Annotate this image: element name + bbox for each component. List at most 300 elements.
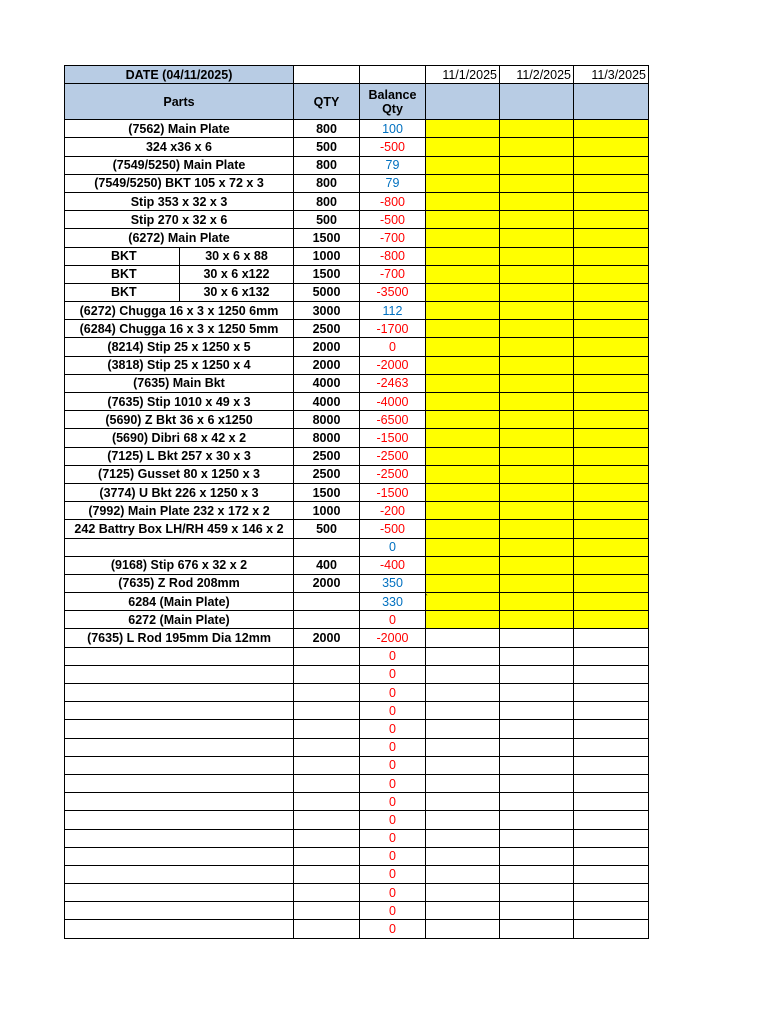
day-entry-cell[interactable] bbox=[574, 211, 649, 229]
balance-cell[interactable]: 0 bbox=[360, 811, 426, 829]
day-entry-cell[interactable] bbox=[426, 738, 500, 756]
part-name-cell[interactable] bbox=[65, 829, 294, 847]
day-entry-cell[interactable] bbox=[426, 865, 500, 883]
day-entry-cell[interactable] bbox=[426, 320, 500, 338]
qty-header[interactable]: QTY bbox=[294, 84, 360, 120]
day-entry-cell[interactable] bbox=[500, 920, 574, 938]
part-name-cell[interactable] bbox=[65, 647, 294, 665]
day-entry-cell[interactable] bbox=[426, 192, 500, 210]
day-entry-cell[interactable] bbox=[574, 665, 649, 683]
qty-cell[interactable]: 800 bbox=[294, 120, 360, 138]
part-name-cell[interactable] bbox=[65, 811, 294, 829]
balance-cell[interactable]: 0 bbox=[360, 702, 426, 720]
qty-cell[interactable]: 4000 bbox=[294, 393, 360, 411]
part-name-cell[interactable]: (7125) Gusset 80 x 1250 x 3 bbox=[65, 465, 294, 483]
day-entry-cell[interactable] bbox=[500, 774, 574, 792]
part-name-cell[interactable]: (9168) Stip 676 x 32 x 2 bbox=[65, 556, 294, 574]
empty-row bbox=[65, 684, 649, 702]
balance-cell[interactable]: -6500 bbox=[360, 411, 426, 429]
part-name-cell[interactable] bbox=[65, 884, 294, 902]
day-entry-cell[interactable] bbox=[574, 338, 649, 356]
qty-cell[interactable]: 4000 bbox=[294, 374, 360, 392]
balance-cell[interactable]: -400 bbox=[360, 556, 426, 574]
day-entry-cell[interactable] bbox=[574, 356, 649, 374]
day-entry-cell[interactable] bbox=[426, 556, 500, 574]
day-entry-cell[interactable] bbox=[574, 483, 649, 501]
day-entry-cell[interactable] bbox=[426, 829, 500, 847]
day-entry-cell[interactable] bbox=[500, 283, 574, 301]
part-name-cell[interactable]: 6272 (Main Plate) bbox=[65, 611, 294, 629]
balance-cell[interactable]: -500 bbox=[360, 520, 426, 538]
day-entry-cell[interactable] bbox=[426, 483, 500, 501]
day-entry-cell[interactable] bbox=[426, 538, 500, 556]
part-name-cell[interactable]: 242 Battry Box LH/RH 459 x 146 x 2 bbox=[65, 520, 294, 538]
day-entry-cell[interactable] bbox=[500, 247, 574, 265]
table-row bbox=[65, 556, 649, 574]
day-entry-cell[interactable] bbox=[574, 702, 649, 720]
day-entry-cell[interactable] bbox=[574, 629, 649, 647]
qty-cell[interactable] bbox=[294, 738, 360, 756]
day-entry-cell[interactable] bbox=[426, 520, 500, 538]
balance-cell[interactable]: 0 bbox=[360, 647, 426, 665]
qty-cell[interactable]: 2500 bbox=[294, 320, 360, 338]
part-name-cell[interactable]: (7549/5250) BKT 105 x 72 x 3 bbox=[65, 174, 294, 192]
qty-cell[interactable] bbox=[294, 774, 360, 792]
day-entry-cell[interactable] bbox=[426, 447, 500, 465]
day-entry-cell[interactable] bbox=[500, 629, 574, 647]
day-entry-cell[interactable] bbox=[500, 884, 574, 902]
day-entry-cell[interactable] bbox=[574, 774, 649, 792]
day-entry-cell[interactable] bbox=[574, 229, 649, 247]
balance-cell[interactable]: -1700 bbox=[360, 320, 426, 338]
day-entry-cell[interactable] bbox=[426, 847, 500, 865]
balance-cell[interactable]: 0 bbox=[360, 884, 426, 902]
balance-cell[interactable]: -700 bbox=[360, 229, 426, 247]
part-name-cell[interactable] bbox=[65, 684, 294, 702]
date-header-cell[interactable]: DATE (04/11/2025) bbox=[65, 66, 294, 84]
part-name-cell[interactable]: (5690) Z Bkt 36 x 6 x1250 bbox=[65, 411, 294, 429]
balance-cell[interactable]: 330 bbox=[360, 593, 426, 611]
day-entry-cell[interactable] bbox=[574, 538, 649, 556]
part-name-cell[interactable] bbox=[65, 702, 294, 720]
empty-row bbox=[65, 738, 649, 756]
day-entry-cell[interactable] bbox=[500, 684, 574, 702]
part-name-cell[interactable]: 6284 (Main Plate) bbox=[65, 593, 294, 611]
part-name-cell[interactable]: Stip 270 x 32 x 6 bbox=[65, 211, 294, 229]
qty-cell[interactable]: 400 bbox=[294, 556, 360, 574]
balance-cell[interactable]: 100 bbox=[360, 120, 426, 138]
part-name-cell[interactable]: (6284) Chugga 16 x 3 x 1250 5mm bbox=[65, 320, 294, 338]
day-entry-cell[interactable] bbox=[574, 156, 649, 174]
day-entry-cell[interactable] bbox=[574, 265, 649, 283]
empty-row bbox=[65, 902, 649, 920]
day-entry-cell[interactable] bbox=[574, 374, 649, 392]
date-col-2[interactable]: 11/2/2025 bbox=[500, 66, 574, 84]
balance-cell[interactable]: -700 bbox=[360, 265, 426, 283]
day-entry-cell[interactable] bbox=[426, 247, 500, 265]
part-name-cell[interactable]: (7635) Main Bkt bbox=[65, 374, 294, 392]
day-entry-cell[interactable] bbox=[500, 574, 574, 592]
day-entry-cell[interactable] bbox=[426, 302, 500, 320]
day-entry-cell[interactable] bbox=[426, 338, 500, 356]
qty-cell[interactable] bbox=[294, 647, 360, 665]
day-entry-cell[interactable] bbox=[500, 702, 574, 720]
balance-cell[interactable]: 0 bbox=[360, 829, 426, 847]
day-entry-cell[interactable] bbox=[500, 120, 574, 138]
day-entry-cell[interactable] bbox=[574, 902, 649, 920]
balance-cell[interactable]: -2000 bbox=[360, 629, 426, 647]
balance-cell[interactable]: 0 bbox=[360, 538, 426, 556]
day-entry-cell[interactable] bbox=[426, 756, 500, 774]
part-name-cell[interactable]: (7635) Z Rod 208mm bbox=[65, 574, 294, 592]
day-entry-cell[interactable] bbox=[500, 647, 574, 665]
day-entry-cell[interactable] bbox=[500, 502, 574, 520]
balance-cell[interactable]: -4000 bbox=[360, 393, 426, 411]
day-entry-cell[interactable] bbox=[574, 920, 649, 938]
empty-row bbox=[65, 920, 649, 938]
qty-cell[interactable]: 8000 bbox=[294, 429, 360, 447]
part-name-cell[interactable] bbox=[65, 738, 294, 756]
day-entry-cell[interactable] bbox=[426, 138, 500, 156]
qty-blank-cell[interactable] bbox=[294, 66, 360, 84]
day-entry-cell[interactable] bbox=[574, 884, 649, 902]
qty-cell[interactable]: 800 bbox=[294, 156, 360, 174]
qty-cell[interactable] bbox=[294, 538, 360, 556]
day-entry-cell[interactable] bbox=[500, 793, 574, 811]
day-entry-cell[interactable] bbox=[426, 156, 500, 174]
part-name-cell[interactable]: BKT bbox=[65, 247, 180, 265]
part-name-cell[interactable] bbox=[65, 538, 294, 556]
day-entry-cell[interactable] bbox=[500, 738, 574, 756]
day-header-cell[interactable] bbox=[500, 84, 574, 120]
day-entry-cell[interactable] bbox=[500, 411, 574, 429]
qty-cell[interactable]: 1500 bbox=[294, 229, 360, 247]
day-entry-cell[interactable] bbox=[500, 756, 574, 774]
day-entry-cell[interactable] bbox=[500, 520, 574, 538]
day-entry-cell[interactable] bbox=[500, 720, 574, 738]
part-name-cell[interactable]: (6272) Main Plate bbox=[65, 229, 294, 247]
day-entry-cell[interactable] bbox=[574, 865, 649, 883]
part-name-cell[interactable] bbox=[65, 865, 294, 883]
part-name-cell[interactable] bbox=[65, 847, 294, 865]
qty-cell[interactable]: 2500 bbox=[294, 465, 360, 483]
day-entry-cell[interactable] bbox=[574, 738, 649, 756]
day-entry-cell[interactable] bbox=[426, 283, 500, 301]
qty-cell[interactable] bbox=[294, 847, 360, 865]
balance-cell[interactable]: 0 bbox=[360, 338, 426, 356]
empty-row bbox=[65, 884, 649, 902]
day-entry-cell[interactable] bbox=[500, 138, 574, 156]
day-entry-cell[interactable] bbox=[426, 684, 500, 702]
part-name-cell[interactable]: BKT bbox=[65, 283, 180, 301]
part-name-cell[interactable] bbox=[65, 793, 294, 811]
day-entry-cell[interactable] bbox=[574, 393, 649, 411]
day-entry-cell[interactable] bbox=[426, 793, 500, 811]
day-entry-cell[interactable] bbox=[500, 211, 574, 229]
qty-cell[interactable]: 500 bbox=[294, 211, 360, 229]
day-entry-cell[interactable] bbox=[426, 774, 500, 792]
day-entry-cell[interactable] bbox=[426, 920, 500, 938]
day-entry-cell[interactable] bbox=[426, 593, 500, 611]
day-entry-cell[interactable] bbox=[426, 465, 500, 483]
qty-cell[interactable] bbox=[294, 756, 360, 774]
day-entry-cell[interactable] bbox=[574, 283, 649, 301]
day-entry-cell[interactable] bbox=[574, 447, 649, 465]
day-entry-cell[interactable] bbox=[574, 847, 649, 865]
balance-cell[interactable]: 0 bbox=[360, 611, 426, 629]
qty-cell[interactable]: 1500 bbox=[294, 265, 360, 283]
qty-cell[interactable] bbox=[294, 684, 360, 702]
day-entry-cell[interactable] bbox=[574, 465, 649, 483]
qty-cell[interactable]: 8000 bbox=[294, 411, 360, 429]
day-entry-cell[interactable] bbox=[574, 411, 649, 429]
empty-row bbox=[65, 702, 649, 720]
balance-cell[interactable]: 0 bbox=[360, 738, 426, 756]
day-entry-cell[interactable] bbox=[500, 229, 574, 247]
qty-cell[interactable] bbox=[294, 884, 360, 902]
day-entry-cell[interactable] bbox=[500, 611, 574, 629]
balance-cell[interactable]: 79 bbox=[360, 174, 426, 192]
balance-cell[interactable]: 0 bbox=[360, 720, 426, 738]
day-entry-cell[interactable] bbox=[574, 138, 649, 156]
day-entry-cell[interactable] bbox=[574, 429, 649, 447]
empty-row bbox=[65, 647, 649, 665]
balance-cell[interactable]: 112 bbox=[360, 302, 426, 320]
day-entry-cell[interactable] bbox=[574, 247, 649, 265]
part-name-cell[interactable]: BKT bbox=[65, 265, 180, 283]
qty-cell[interactable] bbox=[294, 793, 360, 811]
part-name-cell[interactable]: (3774) U Bkt 226 x 1250 x 3 bbox=[65, 483, 294, 501]
day-entry-cell[interactable] bbox=[426, 120, 500, 138]
balance-header-line2: Qty bbox=[382, 101, 403, 116]
qty-cell[interactable] bbox=[294, 829, 360, 847]
balance-cell[interactable]: 0 bbox=[360, 847, 426, 865]
day-entry-cell[interactable] bbox=[500, 902, 574, 920]
day-entry-cell[interactable] bbox=[426, 502, 500, 520]
day-entry-cell[interactable] bbox=[426, 429, 500, 447]
day-entry-cell[interactable] bbox=[500, 538, 574, 556]
balance-cell[interactable]: 0 bbox=[360, 756, 426, 774]
qty-cell[interactable] bbox=[294, 865, 360, 883]
day-entry-cell[interactable] bbox=[574, 684, 649, 702]
balance-cell[interactable]: -2000 bbox=[360, 356, 426, 374]
day-entry-cell[interactable] bbox=[574, 793, 649, 811]
day-entry-cell[interactable] bbox=[426, 884, 500, 902]
day-entry-cell[interactable] bbox=[574, 593, 649, 611]
balance-cell[interactable]: -2500 bbox=[360, 465, 426, 483]
qty-cell[interactable]: 5000 bbox=[294, 283, 360, 301]
part-name-cell[interactable] bbox=[65, 720, 294, 738]
part-name-cell[interactable] bbox=[65, 920, 294, 938]
day-entry-cell[interactable] bbox=[574, 829, 649, 847]
qty-cell[interactable]: 500 bbox=[294, 520, 360, 538]
day-entry-cell[interactable] bbox=[574, 574, 649, 592]
balance-cell[interactable]: 0 bbox=[360, 902, 426, 920]
day-entry-cell[interactable] bbox=[426, 629, 500, 647]
day-entry-cell[interactable] bbox=[500, 192, 574, 210]
balance-cell[interactable]: -1500 bbox=[360, 483, 426, 501]
day-entry-cell[interactable] bbox=[500, 665, 574, 683]
balance-header[interactable] bbox=[360, 84, 426, 120]
day-entry-cell[interactable] bbox=[426, 665, 500, 683]
part-name-cell[interactable]: (3818) Stip 25 x 1250 x 4 bbox=[65, 356, 294, 374]
balance-cell[interactable]: 350 bbox=[360, 574, 426, 592]
balance-cell[interactable]: 0 bbox=[360, 865, 426, 883]
qty-cell[interactable] bbox=[294, 902, 360, 920]
day-entry-cell[interactable] bbox=[574, 174, 649, 192]
balance-cell[interactable]: 0 bbox=[360, 920, 426, 938]
day-entry-cell[interactable] bbox=[574, 756, 649, 774]
part-name-cell[interactable]: (7562) Main Plate bbox=[65, 120, 294, 138]
balance-cell[interactable]: -3500 bbox=[360, 283, 426, 301]
qty-cell[interactable]: 800 bbox=[294, 174, 360, 192]
day-entry-cell[interactable] bbox=[500, 265, 574, 283]
day-entry-cell[interactable] bbox=[500, 865, 574, 883]
day-header-cell[interactable] bbox=[426, 84, 500, 120]
day-entry-cell[interactable] bbox=[574, 611, 649, 629]
day-entry-cell[interactable] bbox=[500, 847, 574, 865]
balance-cell[interactable]: 79 bbox=[360, 156, 426, 174]
day-entry-cell[interactable] bbox=[426, 411, 500, 429]
day-entry-cell[interactable] bbox=[426, 229, 500, 247]
qty-cell[interactable]: 2000 bbox=[294, 574, 360, 592]
day-entry-cell[interactable] bbox=[426, 374, 500, 392]
day-entry-cell[interactable] bbox=[574, 302, 649, 320]
qty-cell[interactable] bbox=[294, 702, 360, 720]
day-entry-cell[interactable] bbox=[574, 556, 649, 574]
qty-cell[interactable]: 500 bbox=[294, 138, 360, 156]
table-row bbox=[65, 211, 649, 229]
qty-cell[interactable]: 2000 bbox=[294, 356, 360, 374]
part-name-cell[interactable]: 324 x36 x 6 bbox=[65, 138, 294, 156]
qty-cell[interactable] bbox=[294, 720, 360, 738]
day-entry-cell[interactable] bbox=[426, 574, 500, 592]
qty-cell[interactable]: 1000 bbox=[294, 502, 360, 520]
empty-row bbox=[65, 774, 649, 792]
day-entry-cell[interactable] bbox=[500, 393, 574, 411]
qty-cell[interactable] bbox=[294, 920, 360, 938]
day-entry-cell[interactable] bbox=[500, 374, 574, 392]
part-name-cell[interactable]: (8214) Stip 25 x 1250 x 5 bbox=[65, 338, 294, 356]
empty-row bbox=[65, 829, 649, 847]
qty-cell[interactable]: 2000 bbox=[294, 629, 360, 647]
day-entry-cell[interactable] bbox=[426, 393, 500, 411]
part-name-cell[interactable] bbox=[65, 756, 294, 774]
balance-cell[interactable]: -1500 bbox=[360, 429, 426, 447]
day-entry-cell[interactable] bbox=[426, 611, 500, 629]
day-entry-cell[interactable] bbox=[426, 265, 500, 283]
balance-cell[interactable]: -800 bbox=[360, 247, 426, 265]
day-entry-cell[interactable] bbox=[426, 702, 500, 720]
day-entry-cell[interactable] bbox=[500, 320, 574, 338]
part-name-cell[interactable]: (7635) L Rod 195mm Dia 12mm bbox=[65, 629, 294, 647]
balance-cell[interactable]: 0 bbox=[360, 665, 426, 683]
day-entry-cell[interactable] bbox=[426, 174, 500, 192]
date-col-1[interactable]: 11/1/2025 bbox=[426, 66, 500, 84]
qty-cell[interactable]: 800 bbox=[294, 192, 360, 210]
balance-cell[interactable]: -200 bbox=[360, 502, 426, 520]
qty-cell[interactable]: 1000 bbox=[294, 247, 360, 265]
part-size-cell[interactable]: 30 x 6 x132 bbox=[180, 283, 294, 301]
day-entry-cell[interactable] bbox=[426, 811, 500, 829]
balance-cell[interactable]: -800 bbox=[360, 192, 426, 210]
day-entry-cell[interactable] bbox=[574, 520, 649, 538]
part-size-cell[interactable]: 30 x 6 x122 bbox=[180, 265, 294, 283]
balance-blank-cell[interactable] bbox=[360, 66, 426, 84]
day-entry-cell[interactable] bbox=[574, 647, 649, 665]
part-name-cell[interactable] bbox=[65, 902, 294, 920]
day-entry-cell[interactable] bbox=[574, 192, 649, 210]
part-name-cell[interactable]: (7125) L Bkt 257 x 30 x 3 bbox=[65, 447, 294, 465]
day-entry-cell[interactable] bbox=[500, 811, 574, 829]
qty-cell[interactable]: 2000 bbox=[294, 338, 360, 356]
balance-cell[interactable]: -2463 bbox=[360, 374, 426, 392]
day-entry-cell[interactable] bbox=[500, 483, 574, 501]
day-entry-cell[interactable] bbox=[500, 156, 574, 174]
part-name-cell[interactable]: (7635) Stip 1010 x 49 x 3 bbox=[65, 393, 294, 411]
table-row bbox=[65, 120, 649, 138]
part-name-cell[interactable] bbox=[65, 665, 294, 683]
day-entry-cell[interactable] bbox=[574, 320, 649, 338]
day-entry-cell[interactable] bbox=[426, 356, 500, 374]
balance-cell[interactable]: 0 bbox=[360, 684, 426, 702]
qty-cell[interactable]: 2500 bbox=[294, 447, 360, 465]
day-entry-cell[interactable] bbox=[500, 829, 574, 847]
part-name-cell[interactable]: (7992) Main Plate 232 x 172 x 2 bbox=[65, 502, 294, 520]
day-entry-cell[interactable] bbox=[574, 720, 649, 738]
day-entry-cell[interactable] bbox=[426, 720, 500, 738]
qty-cell[interactable] bbox=[294, 811, 360, 829]
day-entry-cell[interactable] bbox=[500, 356, 574, 374]
day-entry-cell[interactable] bbox=[426, 902, 500, 920]
day-entry-cell[interactable] bbox=[500, 447, 574, 465]
balance-cell[interactable]: -2500 bbox=[360, 447, 426, 465]
day-entry-cell[interactable] bbox=[500, 302, 574, 320]
balance-cell[interactable]: 0 bbox=[360, 774, 426, 792]
day-entry-cell[interactable] bbox=[426, 211, 500, 229]
day-entry-cell[interactable] bbox=[574, 502, 649, 520]
day-entry-cell[interactable] bbox=[500, 556, 574, 574]
table-row bbox=[65, 393, 649, 411]
balance-cell[interactable]: -500 bbox=[360, 138, 426, 156]
part-name-cell[interactable] bbox=[65, 774, 294, 792]
part-size-cell[interactable]: 30 x 6 x 88 bbox=[180, 247, 294, 265]
balance-cell[interactable]: -500 bbox=[360, 211, 426, 229]
qty-cell[interactable] bbox=[294, 611, 360, 629]
date-col-3[interactable]: 11/3/2025 bbox=[574, 66, 649, 84]
qty-cell[interactable]: 1500 bbox=[294, 483, 360, 501]
parts-header[interactable]: Parts bbox=[65, 84, 294, 120]
part-name-cell[interactable]: (7549/5250) Main Plate bbox=[65, 156, 294, 174]
day-entry-cell[interactable] bbox=[500, 429, 574, 447]
qty-cell[interactable]: 3000 bbox=[294, 302, 360, 320]
day-entry-cell[interactable] bbox=[500, 174, 574, 192]
day-entry-cell[interactable] bbox=[574, 120, 649, 138]
day-entry-cell[interactable] bbox=[574, 811, 649, 829]
day-entry-cell[interactable] bbox=[500, 593, 574, 611]
day-entry-cell[interactable] bbox=[426, 647, 500, 665]
qty-cell[interactable] bbox=[294, 665, 360, 683]
part-name-cell[interactable]: Stip 353 x 32 x 3 bbox=[65, 192, 294, 210]
qty-cell[interactable] bbox=[294, 593, 360, 611]
day-entry-cell[interactable] bbox=[500, 338, 574, 356]
day-entry-cell[interactable] bbox=[500, 465, 574, 483]
part-name-cell[interactable]: (6272) Chugga 16 x 3 x 1250 6mm bbox=[65, 302, 294, 320]
part-name-cell[interactable]: (5690) Dibri 68 x 42 x 2 bbox=[65, 429, 294, 447]
day-header-cell[interactable] bbox=[574, 84, 649, 120]
table-row bbox=[65, 465, 649, 483]
balance-cell[interactable]: 0 bbox=[360, 793, 426, 811]
